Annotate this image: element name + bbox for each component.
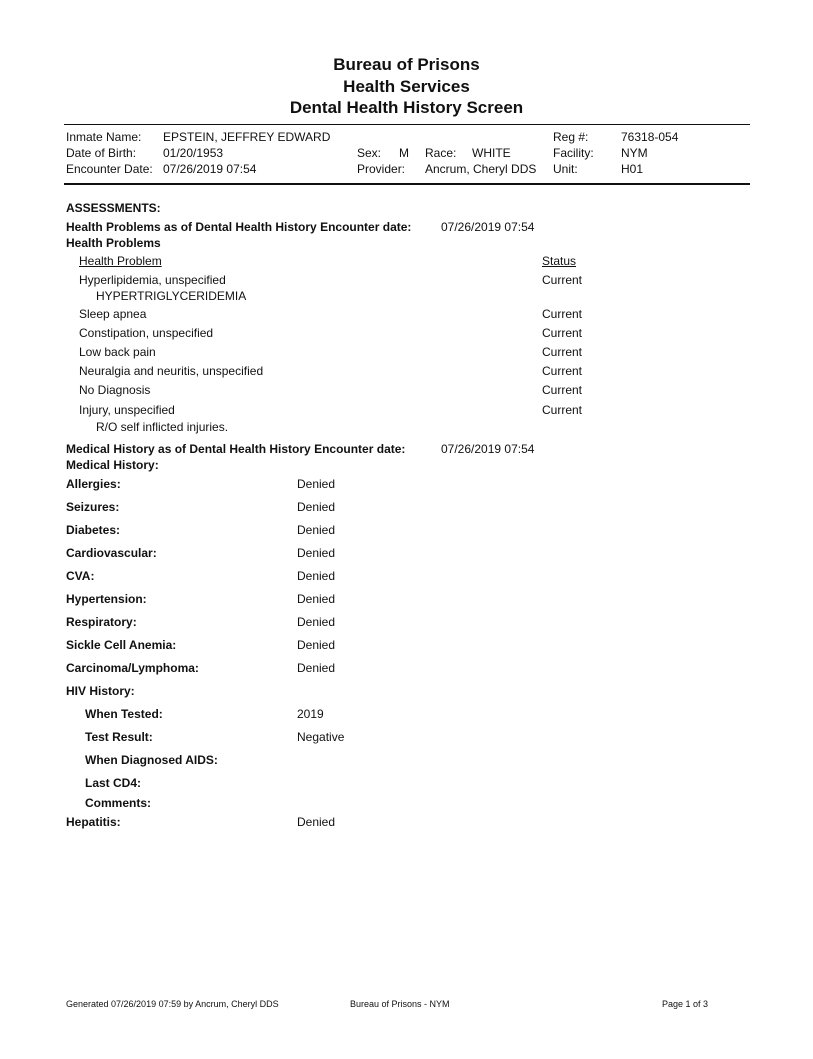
medical-item-value: Negative (297, 730, 345, 744)
medical-history-heading: Medical History as of Dental Health History Encounter date: (66, 442, 406, 456)
medical-item-label: Diabetes: (66, 523, 121, 537)
race-value: WHITE (472, 146, 511, 160)
health-problems-heading: Health Problems as of Dental Health History Encounter date: (66, 220, 412, 234)
problem-note: HYPERTRIGLYCERIDEMIA (96, 289, 247, 303)
medical-item-label: Test Result: (85, 730, 153, 744)
problem-status: Current (542, 403, 583, 417)
medical-item-value: Denied (297, 569, 336, 583)
medical-item-label: HIV History: (66, 684, 135, 698)
medical-item-value: Denied (297, 477, 336, 491)
header-bottom-rule (64, 183, 750, 185)
medical-item-value: Denied (297, 815, 336, 829)
header-top-rule (64, 124, 750, 125)
footer-generated: Generated 07/26/2019 07:59 by Ancrum, Cheryl DDS (66, 999, 279, 1009)
medical-item-label: Seizures: (66, 500, 120, 514)
medical-item-label: When Tested: (85, 707, 163, 721)
problem-name: Injury, unspecified (79, 403, 175, 417)
problem-status: Current (542, 364, 583, 378)
race-label: Race: (425, 146, 457, 160)
dob-label: Date of Birth: (66, 146, 137, 160)
footer-source: Bureau of Prisons - NYM (350, 999, 450, 1009)
problem-name: Neuralgia and neuritis, unspecified (79, 364, 264, 378)
dob-value: 01/20/1953 (163, 146, 224, 160)
problem-status: Current (542, 326, 583, 340)
encounter-date-value: 07/26/2019 07:54 (163, 162, 257, 176)
medical-item-value: Denied (297, 592, 336, 606)
sex-value: M (399, 146, 409, 160)
footer-page-number: Page 1 of 3 (662, 999, 709, 1009)
facility-value: NYM (621, 146, 648, 160)
medical-item-label: Last CD4: (85, 776, 142, 790)
problem-status: Current (542, 345, 583, 359)
provider-value: Ancrum, Cheryl DDS (425, 162, 537, 176)
column-health-problem: Health Problem (79, 254, 162, 268)
inmate-name-label: Inmate Name: (66, 130, 142, 144)
medical-item-label: Cardiovascular: (66, 546, 157, 560)
problem-note: R/O self inflicted injuries. (96, 420, 229, 434)
medical-item-value: Denied (297, 615, 336, 629)
problem-status: Current (542, 383, 583, 397)
inmate-name-value: EPSTEIN, JEFFREY EDWARD (163, 130, 331, 144)
problem-name: Sleep apnea (79, 307, 147, 321)
reg-label: Reg #: (553, 130, 589, 144)
medical-item-label: When Diagnosed AIDS: (85, 753, 218, 767)
medical-item-value: Denied (297, 500, 336, 514)
medical-item-value: 2019 (297, 707, 324, 721)
medical-item-label: Sickle Cell Anemia: (66, 638, 177, 652)
medical-history-subheading: Medical History: (66, 458, 159, 472)
medical-item-value: Denied (297, 546, 336, 560)
medical-item-value: Denied (297, 523, 336, 537)
medical-item-value: Denied (297, 638, 336, 652)
problem-name: Constipation, unspecified (79, 326, 214, 340)
medical-item-label: Hypertension: (66, 592, 147, 606)
facility-label: Facility: (553, 146, 594, 160)
medical-item-label: Carcinoma/Lymphoma: (66, 661, 199, 675)
reg-value: 76318-054 (621, 130, 679, 144)
medical-item-label: Hepatitis: (66, 815, 121, 829)
title-health-services: Health Services (343, 77, 470, 96)
medical-item-label: Respiratory: (66, 615, 137, 629)
problem-name: Low back pain (79, 345, 156, 359)
medical-item-label: Allergies: (66, 477, 121, 491)
encounter-date-label: Encounter Date: (66, 162, 153, 176)
medical-item-label: Comments: (85, 796, 152, 810)
assessments-heading: ASSESSMENTS: (66, 201, 161, 215)
title-bureau: Bureau of Prisons (333, 55, 480, 74)
medical-item-label: CVA: (66, 569, 95, 583)
medical-history-date: 07/26/2019 07:54 (441, 442, 535, 456)
sex-label: Sex: (357, 146, 382, 160)
medical-item-value: Denied (297, 661, 336, 675)
column-status: Status (542, 254, 577, 268)
problem-status: Current (542, 307, 583, 321)
health-problems-date: 07/26/2019 07:54 (441, 220, 535, 234)
problem-status: Current (542, 273, 583, 287)
page-title: Dental Health History Screen (289, 98, 524, 117)
unit-value: H01 (621, 162, 644, 176)
provider-label: Provider: (357, 162, 406, 176)
problem-name: No Diagnosis (79, 383, 151, 397)
health-problems-subheading: Health Problems (66, 236, 161, 250)
unit-label: Unit: (553, 162, 578, 176)
problem-name: Hyperlipidemia, unspecified (79, 273, 226, 287)
